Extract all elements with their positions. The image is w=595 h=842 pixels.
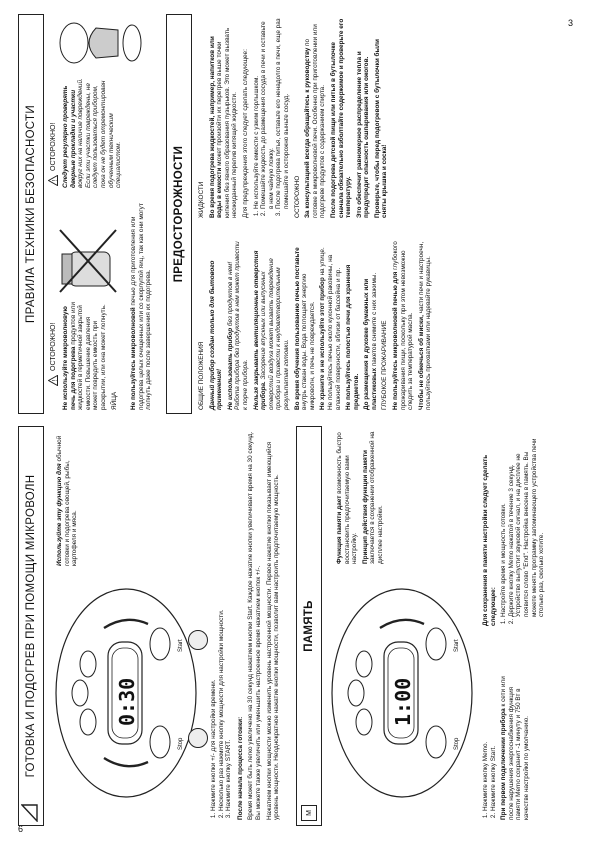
general-p6: пакетов снимите с них зажимы. <box>370 272 378 367</box>
liquids-body: может произойти их перегрев выше точки кипения без явного образования пузырьков. Это может вызвать неожиданный перелив кипящей жидкости. <box>216 27 239 218</box>
use-function-title: Используйте эту функцию для <box>56 463 63 566</box>
jar-illustration <box>56 216 122 296</box>
step-1-2: 2. Несколько раз нажмите кнопку мощности для настройки мощности. <box>218 430 226 811</box>
liquids-step-3: 3. После подогрева питья, оставьте его ненадолго в печи, еще раз помешайте и осторожно выньте сосуд. <box>275 18 290 209</box>
care-label: ОСТОРОЖНО <box>293 175 301 218</box>
warning-block-1 <box>62 300 121 410</box>
step-1-3: 3. Нажмите кнопку START. <box>225 430 233 811</box>
general-p1-bold: Не использовать прибор <box>226 327 234 410</box>
warning-label-2 <box>48 123 58 186</box>
liquids-step-1: 1. Не используйте емкости с узким горлышком. <box>253 18 261 209</box>
liquids-intro: Для предупреждения этого следует сделать следующее: <box>241 49 249 218</box>
display-readout-2: 1:00 <box>391 677 415 726</box>
first-connect-title: При первом подключении прибора <box>500 708 508 820</box>
liquids-block <box>198 18 392 218</box>
door-seal-illustration <box>52 16 144 70</box>
warning-text-2: ОСТОРОЖНО! <box>49 122 57 171</box>
save-title: Для сохранения в памяти настройки следует сделать следующее: <box>482 454 497 626</box>
svg-text:!: ! <box>52 179 58 182</box>
frying-p2: части печи и настроечн, пользуйтесь прихватками или надевайте рукавицы. <box>417 241 433 410</box>
memory-step-1: 1. Нажмите кнопку Memo. <box>482 670 490 811</box>
warn1-body: продуктов или жидкостей в герметичной закрытой емкости. Повышение давления может повредить емкость при раскрытии, или она может лопнуть. <box>69 302 107 410</box>
display-readout-1: 0:30 <box>115 677 139 726</box>
warning-text-1: ОСТОРОЖНО! <box>49 322 57 371</box>
after-start-p1: Время может быть легко увеличено на 30 секунд нажатием кнопки Start. Каждое нажатие кнопки увеличивает время на 30 секунд. Вы можете также увеличить или уменьшить настроенное время нажатием кнопок +/-. <box>247 431 262 820</box>
precautions-title: ПРЕДОСТОРОЖНОСТИ <box>173 145 185 283</box>
care-p2-bold: После подогрева детской пищи или питья в бутылочке сначала обязательно взболтайте содержимое и проверьте его температуру. <box>329 18 353 218</box>
warning-label-1 <box>48 323 58 386</box>
memory-title: ПАМЯТЬ <box>303 600 315 652</box>
stop-button-1[interactable] <box>188 728 208 748</box>
safety-panel <box>18 14 578 414</box>
care-p1: по готовке в микроволновой печи. Особенно при приготовлении или подогреве продуктов с содержанием спирта. <box>304 24 327 218</box>
liquids-bold: Во время подогрева жидкостей, например, напитков или воды в емкости <box>208 36 224 218</box>
general-p6-bold: До размещения в духовке бумажных или пластиковых <box>363 278 378 410</box>
cooking-header <box>18 426 44 826</box>
memory-func-title: Функция памяти дает <box>336 495 343 564</box>
precautions-header <box>166 14 192 414</box>
general-p1: без продуктов в нем! Работа прибора без продуктов в нем может привести к порче прибора. <box>226 241 249 410</box>
memory-func-body: возможность быстро восстановить предпочитаемую вами настройку. <box>336 432 359 564</box>
step-1-1: 1. Нажмите кнопки +/- для настройки времени. <box>210 430 218 811</box>
safety-title: ПРАВИЛА ТЕХНИКИ БЕЗОПАСНОСТИ <box>25 105 37 323</box>
memory-icon: M <box>301 805 317 821</box>
general-bold: Данный прибор создан только для бытового применения! <box>208 260 224 410</box>
start-button-1[interactable] <box>188 630 208 650</box>
frying-body: глубокого прожаривания пищи, поскольку при этом невозможно следить за температурой масла. <box>392 241 415 410</box>
general-label: ОБЩИЕ ПОЛОЖЕНИЯ <box>198 341 205 410</box>
liquids-step-2: 2. Помешайте жидкость до размещения сосуда в печи и оставьте в нем чайную ложку. <box>260 18 275 209</box>
general-p3-bold: Во время обучения пользованию печью поставьте <box>293 247 301 410</box>
memory-principle-title: Принцип действия функции памяти <box>361 450 369 564</box>
safety-header <box>18 14 44 414</box>
memory-step-2: 2. Нажмите кнопку Start. <box>490 670 498 811</box>
care-p1-bold: За консультацией всегда обращайтесь к руководству <box>304 47 312 218</box>
triangle-icon <box>21 804 39 822</box>
general-p2: Засорение впускных или выпускных отверстий воздуха может вызвать повреждение прибора и привести к неудовлетворительным результатам готовки. <box>260 258 290 410</box>
frying-p2-bold: Чтобы не обжечься об миски, <box>417 315 425 410</box>
use-function-block <box>56 428 82 566</box>
general-p5-bold: Не пользуйтесь полостью печи для хранения предметов. <box>345 264 360 410</box>
care-p3-bold: Это обеспечит равномерное распределение тепла и предупредит опасность ошпаривания или ожогов. <box>355 51 371 218</box>
first-connect-body: к сети или после нарушения энергоснабжения функция памяти Memo сохранит -1 минуту и 750 Вт в качестве настройки по умолчанию. <box>500 676 530 820</box>
general-block <box>198 240 436 410</box>
eggs-label: ЯЙЦА <box>110 391 118 410</box>
memory-steps-block <box>482 670 534 820</box>
page-number-right: 3 <box>568 18 574 28</box>
cooking-title: ГОТОВКА И ПОДОГРЕВ ПРИ ПОМОЩИ МИКРОВОЛН <box>25 474 37 778</box>
memory-header <box>296 426 322 826</box>
eggs-text: печью для приготовления или подогрева целых очищенных или со скорлупой яиц, так как они могут лопнуть даже после завершения их подогрева. <box>130 203 153 410</box>
frying-bold: Не пользуйтесь микроволновой печью для <box>392 271 400 410</box>
general-p4-bold: Не храните и не используйте этот прибор <box>319 277 327 410</box>
save-step-2: 2. Держите кнопку Memo нажатой в течение 3 секунд. Устройство выпустит звуковой сигнал, и на дисплее не появится слово "End". Настройка внесена в память. Вы можете менять программу запоминающего устройства печи столько раз, сколько хотите. <box>508 430 546 617</box>
after-start-p2: Нажатием кнопки мощности можно изменить уровень настроенной мощности. Первое нажатие кнопки показывает имеющийся уровень мощности. Неоднократное нажатие кнопки мощности, позволит вам настроить предпочитаемую мощность. <box>265 441 281 820</box>
frying-label: ГЛУБОКОЕ ПРОЖАРИВАНИЕ <box>381 320 389 410</box>
liquids-label: ЖИДКОСТИ <box>198 181 205 218</box>
save-block <box>482 430 549 626</box>
steps-block-1 <box>210 430 284 820</box>
warn1-bold: Не используйте микроволновую печь для подогрева <box>62 306 77 410</box>
memory-principle-body: заключается в сохранении отображенной на дисплее настройки. <box>369 431 384 564</box>
warn2-body: вокруг них на наличие повреждений. Если эти участки повреждены, не следует пользоваться прибором, пока он не будет отремонтирован обученным техническим специалистом. <box>77 78 123 188</box>
warn2-bold: Следует регулярно проверять дверные прокладки и участки <box>62 85 77 188</box>
stop-label-1: Stop <box>178 737 184 750</box>
after-start-title: После начала процесса готовки: <box>236 716 244 820</box>
care-p4-bold: Проверьте, чтобы перед подогревом с бутылочки были сняты крышка и соска! <box>373 39 389 218</box>
warning-icon <box>48 375 58 386</box>
start-label-1: Start <box>178 639 184 652</box>
general-p2-bold: Нельзя закрывать вентиляционные отверстия прибора. <box>252 250 268 410</box>
warning-icon <box>48 175 58 186</box>
memory-function-block <box>336 430 388 564</box>
eggs-block <box>130 200 156 410</box>
start-label-2: Start <box>454 639 460 652</box>
cooking-panel <box>18 426 578 826</box>
general-p4: на улице. Не пользуйтесь печью около кухонной раковины, на влажной поверхности, вблизи от бассейна и пр. <box>319 247 342 410</box>
page-number-left: 6 <box>18 824 24 834</box>
general-p3: внутрь стакан воды. Вода поглощает энергию микроволн, и печь не повреждается. <box>301 273 316 410</box>
warning-block-2 <box>62 70 126 188</box>
stop-label-2: Stop <box>454 737 460 750</box>
eggs-text-bold: Не пользуйтесь микроволновой <box>130 307 137 410</box>
use-function-body: обычной готовки и подогрева овощей, рыбы, картофеля и мяса. <box>56 435 79 566</box>
save-step-1: 1. Настройте время и мощность готовки. <box>500 430 508 617</box>
svg-text:!: ! <box>52 379 58 382</box>
